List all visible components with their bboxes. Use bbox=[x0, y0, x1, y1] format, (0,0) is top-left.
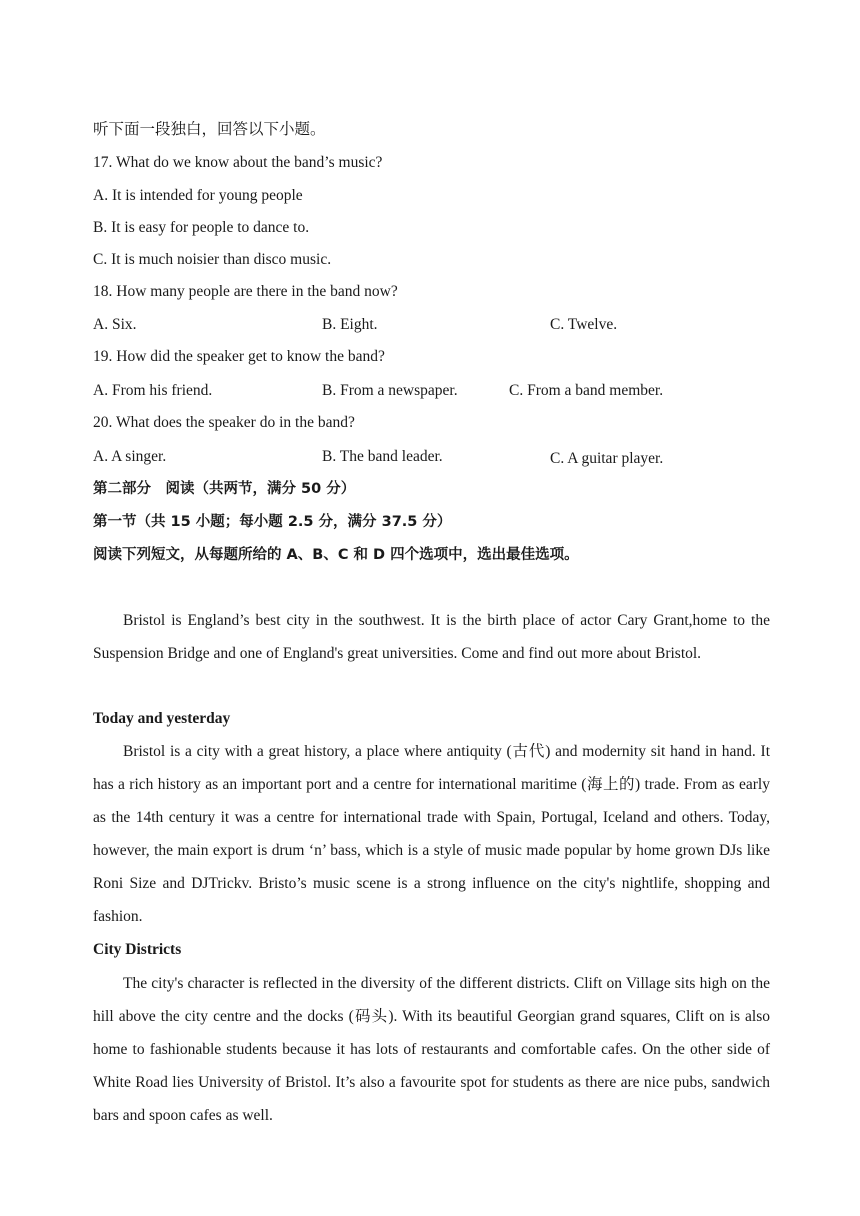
question-20-stem: 20. What does the speaker do in the band? bbox=[93, 414, 355, 431]
question-19-option-a: A. From his friend. bbox=[93, 382, 213, 399]
question-18-option-c: C. Twelve. bbox=[550, 316, 618, 333]
question-18-option-b: B. Eight. bbox=[322, 316, 378, 333]
question-17-option-c: C. It is much noisier than disco music. bbox=[93, 251, 332, 268]
question-20-option-a: A. A singer. bbox=[93, 448, 167, 465]
passage-paragraph-history: Bristol is a city with a great history, a place where antiquity (古代) and modernity sit hand in hand. It has a rich history as an important port and a centre for international maritime (海上的) trade. From as early as the 14th century it was a centre for international trade with Spain, Portugal, Iceland and others. Today, however, the main export is drum ‘n’ bass, which is a style of music made popular by home grown DJs like Roni Size and DJTrickv. Bristo’s music scene is a strong influence on the city's nightlife, shopping and fashion. bbox=[93, 743, 770, 925]
passage-heading-city-districts: City Districts bbox=[93, 941, 182, 958]
reading-section-title: 第一节（共 15 小题；每小题 2.5 分，满分 37.5 分） bbox=[93, 514, 452, 530]
passage-heading-today-and-yesterday: Today and yesterday bbox=[93, 710, 231, 727]
question-18-option-a: A. Six. bbox=[93, 316, 137, 333]
question-19-stem: 19. How did the speaker get to know the band? bbox=[93, 348, 385, 365]
question-18-stem: 18. How many people are there in the band now? bbox=[93, 283, 398, 300]
passage-intro: Bristol is England’s best city in the southwest. It is the birth place of actor Cary Grant,home to the Suspension Bridge and one of England's great universities. Come and find out more about Bristol. bbox=[93, 612, 770, 662]
question-19-option-b: B. From a newspaper. bbox=[322, 382, 458, 399]
question-19-option-c: C. From a band member. bbox=[509, 382, 664, 399]
listening-instruction: 听下面一段独白，回答以下小题。 bbox=[93, 121, 326, 138]
reading-part-title: 第二部分 阅读（共两节，满分 50 分） bbox=[93, 481, 356, 497]
question-17-stem: 17. What do we know about the band’s music? bbox=[93, 154, 383, 171]
reading-instruction: 阅读下列短文，从每题所给的 A、B、C 和 D 四个选项中，选出最佳选项。 bbox=[93, 547, 579, 563]
passage-paragraph-districts: The city's character is reflected in the diversity of the different districts. Clift on Village sits high on the hill above the city centre and the docks (码头). With its beautiful Georgian grand squares, Clift on is also home to fashionable students because it has lots of restaurants and comfortable cafes. On the other side of White Road lies University of Bristol. It’s also a favourite spot for students as there are nice pubs, sandwich bars and spoon cafes as well. bbox=[93, 975, 770, 1124]
question-20-option-b: B. The band leader. bbox=[322, 448, 443, 465]
question-17-option-b: B. It is easy for people to dance to. bbox=[93, 219, 310, 236]
question-17-option-a: A. It is intended for young people bbox=[93, 187, 303, 204]
question-20-option-c: C. A guitar player. bbox=[550, 450, 664, 467]
